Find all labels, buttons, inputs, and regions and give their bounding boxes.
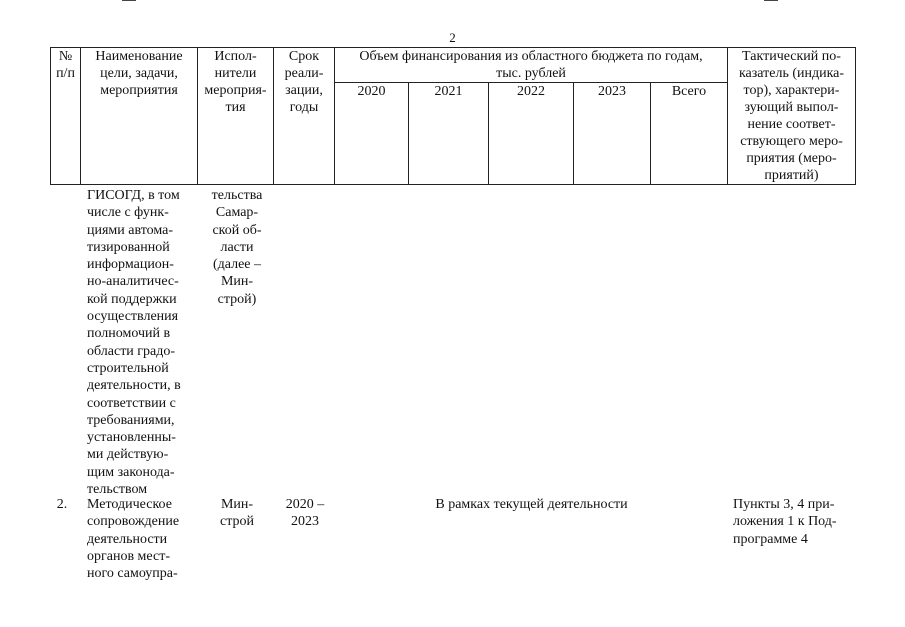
header-executors: Испол- нители мероприя- тия bbox=[198, 48, 274, 185]
header-year-2022: 2022 bbox=[489, 83, 574, 185]
header-year-2023: 2023 bbox=[574, 83, 651, 185]
row2-num: 2. bbox=[56, 497, 68, 512]
row2-name: Методическое сопровождение деятельности органов мест- ного самоупра- bbox=[87, 497, 180, 582]
scan-mark-top bbox=[122, 0, 136, 1]
scan-mark-top-right bbox=[764, 0, 778, 1]
header-year-2021: 2021 bbox=[409, 83, 489, 185]
header-term: Срок реали- зации, годы bbox=[274, 48, 335, 185]
page-number: 2 bbox=[449, 30, 456, 45]
row2-indicator: Пункты 3, 4 при- ложения 1 к Под- программе 4 bbox=[733, 497, 837, 547]
row2-funding: В рамках текущей деятельности bbox=[435, 497, 628, 512]
header-num: № п/п bbox=[51, 48, 81, 185]
table-header bbox=[50, 47, 856, 185]
header-year-total: Всего bbox=[651, 83, 728, 185]
header-name: Наименование цели, задачи, мероприятия bbox=[81, 48, 198, 185]
row1-name: ГИСОГД, в том числе с функ- циями автома- тизированной информацион- но-аналитичес- кой поддержки осуществления полномочий в области градо- строительной деятельности, в соответствии с требованиями, установленны- ми действую- щим законода- тельством bbox=[87, 188, 181, 498]
row1-executor: тельства Самар- ской об- ласти (далее – Мин- строй) bbox=[211, 188, 263, 307]
header-funding: Объем финансирования из областного бюджета по годам, тыс. рублей bbox=[335, 48, 728, 83]
header-indicator: Тактический по- казатель (индика- тор), характери- зующий выпол- нение соответ- ствующего меро- приятия (меро- приятий) bbox=[728, 48, 856, 185]
row2-executor: Мин- строй bbox=[220, 497, 254, 530]
header-year-2020: 2020 bbox=[335, 83, 409, 185]
row2-term: 2020 – 2023 bbox=[285, 497, 325, 530]
